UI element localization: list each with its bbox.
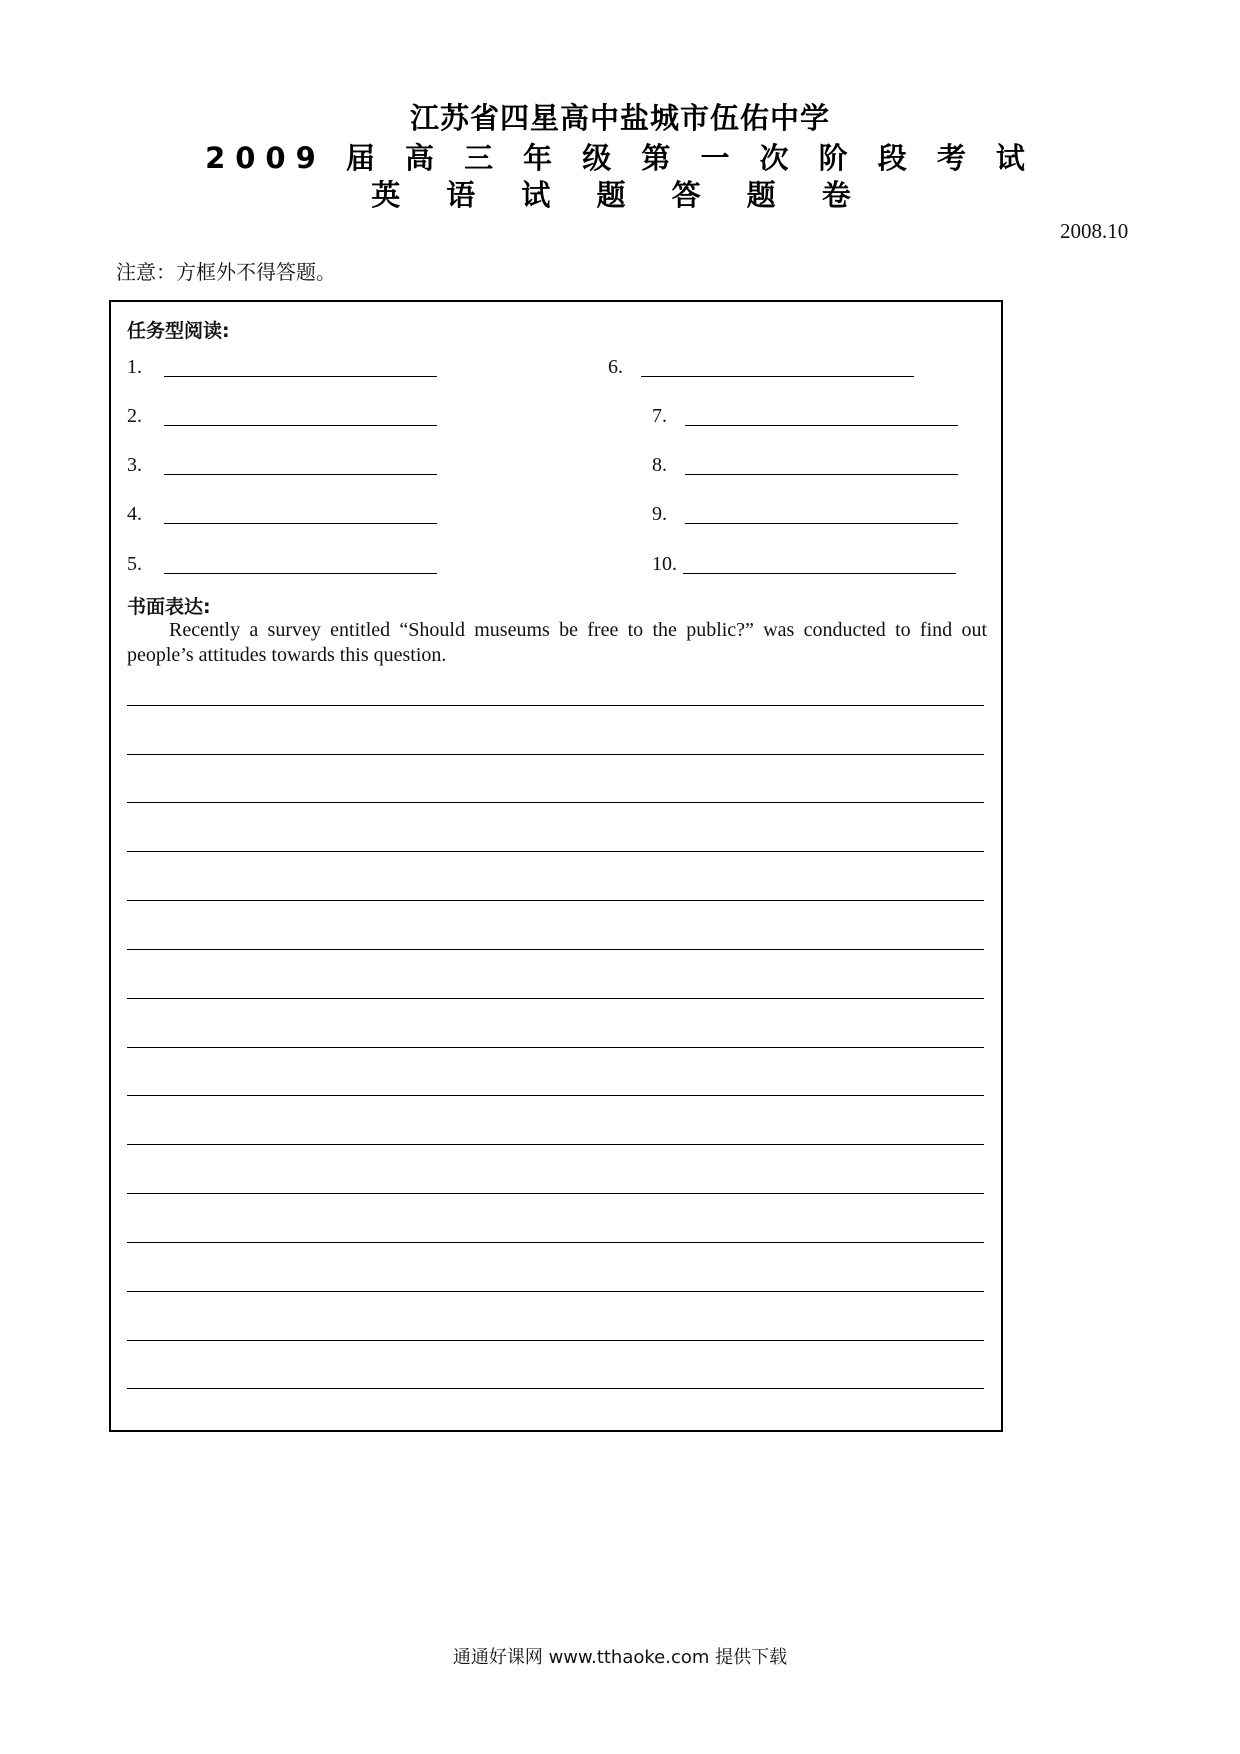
item-number: 8. bbox=[652, 454, 667, 476]
answer-item-10 bbox=[652, 553, 982, 579]
answer-blank[interactable] bbox=[641, 376, 914, 377]
item-number: 3. bbox=[127, 454, 142, 476]
answer-blank[interactable] bbox=[164, 573, 437, 574]
item-number: 5. bbox=[127, 553, 142, 575]
item-number: 10. bbox=[652, 553, 677, 575]
writing-line[interactable] bbox=[127, 1242, 984, 1243]
answer-blank[interactable] bbox=[685, 425, 958, 426]
notice-text: 注意：方框外不得答题。 bbox=[116, 260, 336, 284]
writing-line[interactable] bbox=[127, 1193, 984, 1194]
writing-line[interactable] bbox=[127, 1095, 984, 1096]
item-number: 9. bbox=[652, 503, 667, 525]
footer-text: 通通好课网 www.tthaoke.com 提供下载 bbox=[452, 1647, 788, 1668]
answer-item-1 bbox=[127, 356, 427, 382]
answer-item-4 bbox=[127, 503, 427, 529]
writing-line[interactable] bbox=[127, 754, 984, 755]
writing-heading: 书面表达: bbox=[127, 596, 211, 618]
answer-item-8 bbox=[652, 454, 982, 480]
writing-line[interactable] bbox=[127, 1388, 984, 1389]
task-reading-heading: 任务型阅读: bbox=[127, 320, 230, 342]
writing-line[interactable] bbox=[127, 1340, 984, 1341]
item-number: 7. bbox=[652, 405, 667, 427]
writing-line[interactable] bbox=[127, 851, 984, 852]
writing-line[interactable] bbox=[127, 998, 984, 999]
writing-line[interactable] bbox=[127, 1144, 984, 1145]
answer-blank[interactable] bbox=[164, 376, 437, 377]
item-number: 4. bbox=[127, 503, 142, 525]
exam-title: 2009 届 高 三 年 级 第 一 次 阶 段 考 试 bbox=[205, 141, 1035, 175]
exam-date: 2008.10 bbox=[1060, 219, 1129, 243]
writing-line[interactable] bbox=[127, 705, 984, 706]
item-number: 6. bbox=[608, 356, 623, 378]
answer-blank[interactable] bbox=[685, 474, 958, 475]
writing-line[interactable] bbox=[127, 1047, 984, 1048]
answer-box bbox=[109, 300, 1003, 1432]
writing-line[interactable] bbox=[127, 1291, 984, 1292]
answer-blank[interactable] bbox=[164, 425, 437, 426]
item-number: 2. bbox=[127, 405, 142, 427]
answer-item-2 bbox=[127, 405, 427, 431]
writing-line[interactable] bbox=[127, 949, 984, 950]
writing-line[interactable] bbox=[127, 900, 984, 901]
answer-item-6 bbox=[608, 356, 938, 382]
answer-item-3 bbox=[127, 454, 427, 480]
writing-line[interactable] bbox=[127, 802, 984, 803]
answer-item-5 bbox=[127, 553, 427, 579]
answer-blank[interactable] bbox=[685, 523, 958, 524]
answer-blank[interactable] bbox=[683, 573, 956, 574]
answer-item-7 bbox=[652, 405, 982, 431]
answer-blank[interactable] bbox=[164, 474, 437, 475]
paper-title: 英 语 试 题 答 题 卷 bbox=[371, 178, 869, 212]
answer-blank[interactable] bbox=[164, 523, 437, 524]
answer-item-9 bbox=[652, 503, 982, 529]
writing-prompt: Recently a survey entitled “Should museums be free to the public?” was conducted to find out people’s attitudes towards this question. bbox=[127, 619, 987, 666]
item-number: 1. bbox=[127, 356, 142, 378]
school-title: 江苏省四星高中盐城市伍佑中学 bbox=[409, 101, 830, 135]
